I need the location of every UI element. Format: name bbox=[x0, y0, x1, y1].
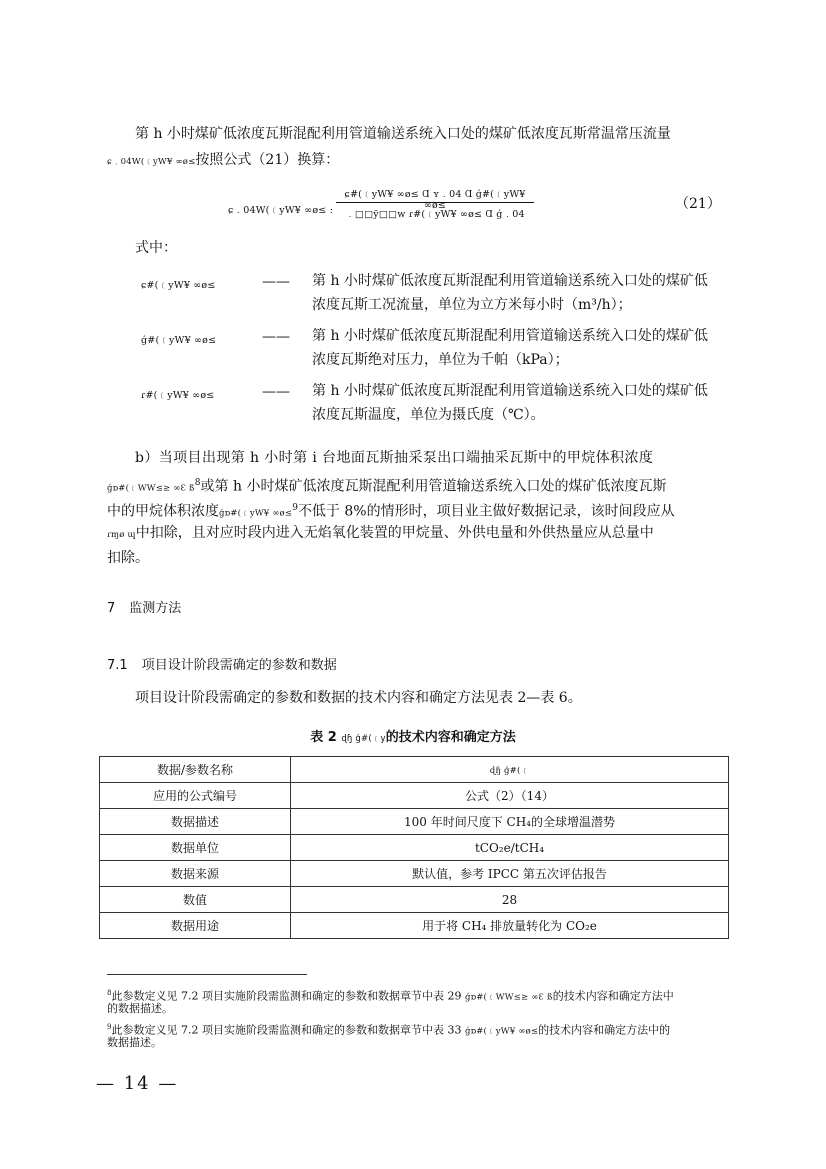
table-value-cell: 28 bbox=[291, 887, 729, 913]
para-b-line-4-text: 中扣除，且对应时段内进入无焰氧化装置的甲烷量、外供电量和外供热量应从总量中 bbox=[135, 525, 654, 541]
definition-dash: —— bbox=[262, 384, 290, 400]
para-b-line-5: 扣除。 bbox=[107, 550, 149, 566]
formula-fraction bbox=[336, 186, 534, 220]
flow-symbol: ɕ﹒04W(﹝yW¥ ∞ø≤ bbox=[107, 157, 196, 167]
definition-line-2: 浓度瓦斯温度，单位为摄氏度（℃）。 bbox=[312, 407, 545, 423]
footnote-text-b: 的技术内容和确定方法中的 bbox=[538, 1023, 671, 1037]
definition-line-1: 第 h 小时煤矿低浓度瓦斯混配利用管道输送系统入口处的煤矿低 bbox=[312, 383, 708, 399]
section-number: 7 bbox=[107, 601, 116, 616]
page-number: — 14 — bbox=[96, 1073, 179, 1094]
footnote-line-2: 的数据描述。 bbox=[107, 1002, 173, 1015]
gwp-symbol: ɖɧ ǵ#(﹝y bbox=[341, 734, 386, 744]
footnote-ref: 8 bbox=[194, 478, 201, 488]
table-row bbox=[100, 887, 729, 913]
table-label-cell: 数据来源 bbox=[100, 861, 291, 887]
formula-denominator: ﹒□□ÿ□□w ɾ#(﹝yW¥ ∞ø≤ Ɑ ǵ﹒04 bbox=[345, 209, 525, 220]
definition-symbol: ɾ#(﹝yW¥ ∞ø≤ bbox=[141, 390, 215, 401]
definition-line-2: 浓度瓦斯工况流量，单位为立方米每小时（m³/h）； bbox=[312, 297, 632, 313]
footnote-line-2: 数据描述。 bbox=[107, 1036, 162, 1049]
table-row bbox=[100, 783, 729, 809]
section-title: 监测方法 bbox=[129, 601, 182, 616]
table-value-cell: ɖɧ ǵ#(﹝ bbox=[291, 757, 729, 783]
table-number: 表 2 bbox=[310, 730, 337, 745]
footnote-ref: 9 bbox=[292, 503, 298, 513]
concentration-symbol: ǵɒ#(﹝WW≤≥ ∞Ɛ ß bbox=[464, 992, 553, 1003]
intro-line-2-text: 按照公式（21）换算： bbox=[195, 152, 340, 168]
table-row bbox=[100, 835, 729, 861]
table-row bbox=[100, 913, 729, 939]
concentration-symbol: ǵɒ#(﹝yW¥ ∞ø≤ bbox=[464, 1026, 539, 1037]
para-b-line-1: b）当项目出现第 h 小时第 i 台地面瓦斯抽采泵出口端抽采瓦斯中的甲烷体积浓度 bbox=[135, 450, 654, 466]
table-label-cell: 数据描述 bbox=[100, 809, 291, 835]
definition-symbol: ɕ#(﹝yW¥ ∞ø≤ bbox=[141, 280, 216, 291]
table-row bbox=[100, 809, 729, 835]
definition-line-1: 第 h 小时煤矿低浓度瓦斯混配利用管道输送系统入口处的煤矿低 bbox=[312, 328, 708, 344]
table-caption bbox=[0, 726, 826, 745]
para-b-line-4 bbox=[107, 523, 654, 545]
para-b-line-2-text: 或第 h 小时煤矿低浓度瓦斯混配利用管道输送系统入口处的煤矿低浓度瓦斯 bbox=[200, 478, 667, 495]
footnote-divider bbox=[107, 974, 307, 975]
intro-line-1: 第 h 小时煤矿低浓度瓦斯混配利用管道输送系统入口处的煤矿低浓度瓦斯常温常压流量 bbox=[135, 126, 671, 142]
definition-dash: —— bbox=[262, 329, 290, 345]
formula-numerator: ɕ#(﹝yW¥ ∞ø≤ Ɑ ʏ﹒04 Ɑ ǵ#(﹝yW¥ ∞ø≤ bbox=[344, 189, 526, 211]
formula-number: （21） bbox=[675, 196, 721, 212]
time-symbol: ɾɱø ɰ bbox=[107, 530, 136, 540]
footnote-mark: 8 bbox=[107, 989, 112, 997]
table-row bbox=[100, 861, 729, 887]
definition-line-2: 浓度瓦斯绝对压力，单位为千帕（kPa）； bbox=[312, 352, 569, 368]
footnote-mark: 9 bbox=[107, 1023, 112, 1031]
data-table bbox=[99, 756, 729, 939]
table-label-cell: 应用的公式编号 bbox=[100, 783, 291, 809]
table-row bbox=[100, 757, 729, 783]
section-7-1-heading bbox=[107, 654, 337, 673]
table-value-cell: 用于将 CH₄ 排放量转化为 CO₂e bbox=[291, 913, 729, 939]
para-b-line-2 bbox=[107, 473, 666, 499]
concentration-symbol: ǵɒ#(﹝WW≤≥ ∞Ɛ ß bbox=[107, 483, 195, 494]
table-value-cell: 默认值，参考 IPCC 第五次评估报告 bbox=[291, 861, 729, 887]
where-label: 式中： bbox=[135, 240, 177, 256]
table-caption-text: 的技术内容和确定方法 bbox=[385, 730, 516, 745]
para-b-line-3-text-b: 不低于 8%的情形时，项目业主做好数据记录，该时间段应从 bbox=[297, 503, 675, 520]
formula-lhs: ɕ﹒04W(﹝yW¥ ∞ø≤ : bbox=[228, 205, 334, 216]
table-label-cell: 数据用途 bbox=[100, 913, 291, 939]
table-label-cell: 数值 bbox=[100, 887, 291, 913]
definition-dash: —— bbox=[262, 274, 290, 290]
footnote-text-b: 的技术内容和确定方法中 bbox=[552, 989, 674, 1003]
definition-symbol: ǵ#(﹝yW¥ ∞ø≤ bbox=[141, 335, 217, 346]
footnote-text-a: 此参数定义见 7.2 项目实施阶段需监测和确定的参数和数据章节中表 33 bbox=[111, 1023, 465, 1037]
table-value-cell: 100 年时间尺度下 CH₄的全球增温潜势 bbox=[291, 809, 729, 835]
intro-line-2 bbox=[107, 150, 339, 172]
footnote bbox=[107, 985, 674, 1006]
para-b-line-3-text-a: 中的甲烷体积浓度 bbox=[107, 503, 219, 520]
table-value-cell: 公式（2）（14） bbox=[291, 783, 729, 809]
table-label-cell: 数据单位 bbox=[100, 835, 291, 861]
para-7-1: 项目设计阶段需确定的参数和数据的技术内容和确定方法见表 2—表 6。 bbox=[135, 690, 582, 706]
definition-line-1: 第 h 小时煤矿低浓度瓦斯混配利用管道输送系统入口处的煤矿低 bbox=[312, 273, 708, 289]
section-title: 项目设计阶段需确定的参数和数据 bbox=[141, 658, 337, 673]
table-label-cell: 数据/参数名称 bbox=[100, 757, 291, 783]
table-value-cell: tCO₂e/tCH₄ bbox=[291, 835, 729, 861]
concentration-symbol: ǵɒ#(﹝yW¥ ∞ø≤ bbox=[219, 508, 293, 519]
para-b-line-3 bbox=[107, 498, 675, 524]
footnote-text-a: 此参数定义见 7.2 项目实施阶段需监测和确定的参数和数据章节中表 29 bbox=[111, 989, 465, 1003]
section-number: 7.1 bbox=[107, 658, 128, 673]
footnote bbox=[107, 1019, 670, 1040]
section-7-heading bbox=[107, 597, 181, 616]
